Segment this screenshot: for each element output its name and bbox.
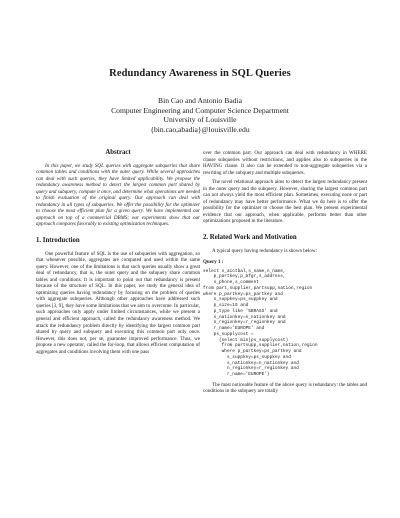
right-paragraph-2: The novel relational approach aims to detect the largest redundancy present in the outer query and the subquery. However, sharing the largest common part can not always yield the most efficient plan. Sometimes, executing none or part of redundancy may have better performance. What we do here is to offer the possibility for the optimizer to choose the best plan. We present experimental evidence that our approach, when applicable, performs better than other optimizations proposed in the literature. [203,179,367,225]
left-column [36,150,200,355]
paper-title: Redundancy Awareness in SQL Queries [109,68,291,79]
intro-paragraph: One powerful feature of SQL is the use of subqueries with aggregation, so that whenever possible, aggregates are computed and used within the same query. However, one of the limitations is that such queries usually show a great deal of redundancy, that is, the outer query and the subquery share common tables and conditions. It is important to point out that redundancy is present because of the structure of SQL. In this paper, we study the general idea of optimizing queries having redundancy by focusing on the problem of queries with aggregate subqueries. Although other approaches have addressed such queries [3, 9], they have some limitations that we aim to overcome. In particular, such approaches only apply under limited circumstances, while we present a general and efficient approach, called the redundancy awareness method. We attack the redundancy problem directly by identifying the largest common part shared by query and subquery and executing this common part only once. However, this does not, per se, guarantee improved performance. Thus, we propose a new operator, called the for-loop, that allows efficient computation of aggregates and conditions involving them with one pass [36,250,200,355]
right-column [203,150,367,395]
author-email: {bin.cao,abadia}@louisville.edu [150,124,250,134]
right-paragraph-3: A typical query having redundancy is shown below: [212,247,317,254]
abstract-text: In this paper, we study SQL queries with aggregate subqueries that share common tables and conditions with the outer query. While several approaches can deal with such queries, they have limited applicability. We propose the redundancy awareness method to detect the largest common part shared by query and subquery, compute it once, and determine what operations are needed to finish evaluation of the original query. Our approach can deal with redundancy in all types of subqueries. We offer the possibility for the optimizer to choose the most efficient plan for a given query. We have implemented our approach on top of a commercial DBMS; our experiments show that our approach compares favorably to existing optimization techniques. [36,162,200,228]
query-code-block: select s_acctbal,s_name,n_name, p_partkey,p_mfgr,s_address, s_phone,s_comment from part,supplier,partsupp,nation,region where p_partkey=ps_partkey and s_suppkey=ps_suppkey and p_size=15 and p_type like '%BRASS' and s_nationkey=n_nationkey and n_regionkey=r_regionkey and r_name='EUROPE' and ps_supplycost = (select min(ps_supplycost) from partsupp,supplier,nation,region where p_partkey=ps_partkey and s_suppkey=ps_suppkey and s_nationkey=n_nationkey and n_regionkey=r_regionkey and r_name='EUROPE') [203,268,318,378]
section-2-heading: 2. Related Work and Motivation [203,234,297,242]
right-paragraph-1: over the common part. Our approach can deal with redundancy in WHERE clause subqueries without restrictions, and applies also to subqueries in the HAVING clause. It also can be extended to non-aggregate subqueries via a rewriting of the subquery and multiple subqueries. [203,150,367,176]
right-paragraph-4: The most noticeable feature of the above query is redundancy: the tables and conditions in the subquery are totally [203,381,367,395]
query-label: Query 1 : [203,259,224,266]
author-department: Computer Engineering and Computer Science Department [111,105,289,115]
author-university: University of Louisville [163,115,237,125]
author-block [0,96,400,134]
abstract-heading: Abstract [105,149,131,156]
author-names: Bin Cao and Antonio Badia [158,96,242,105]
section-1-heading: 1. Introduction [36,237,80,245]
